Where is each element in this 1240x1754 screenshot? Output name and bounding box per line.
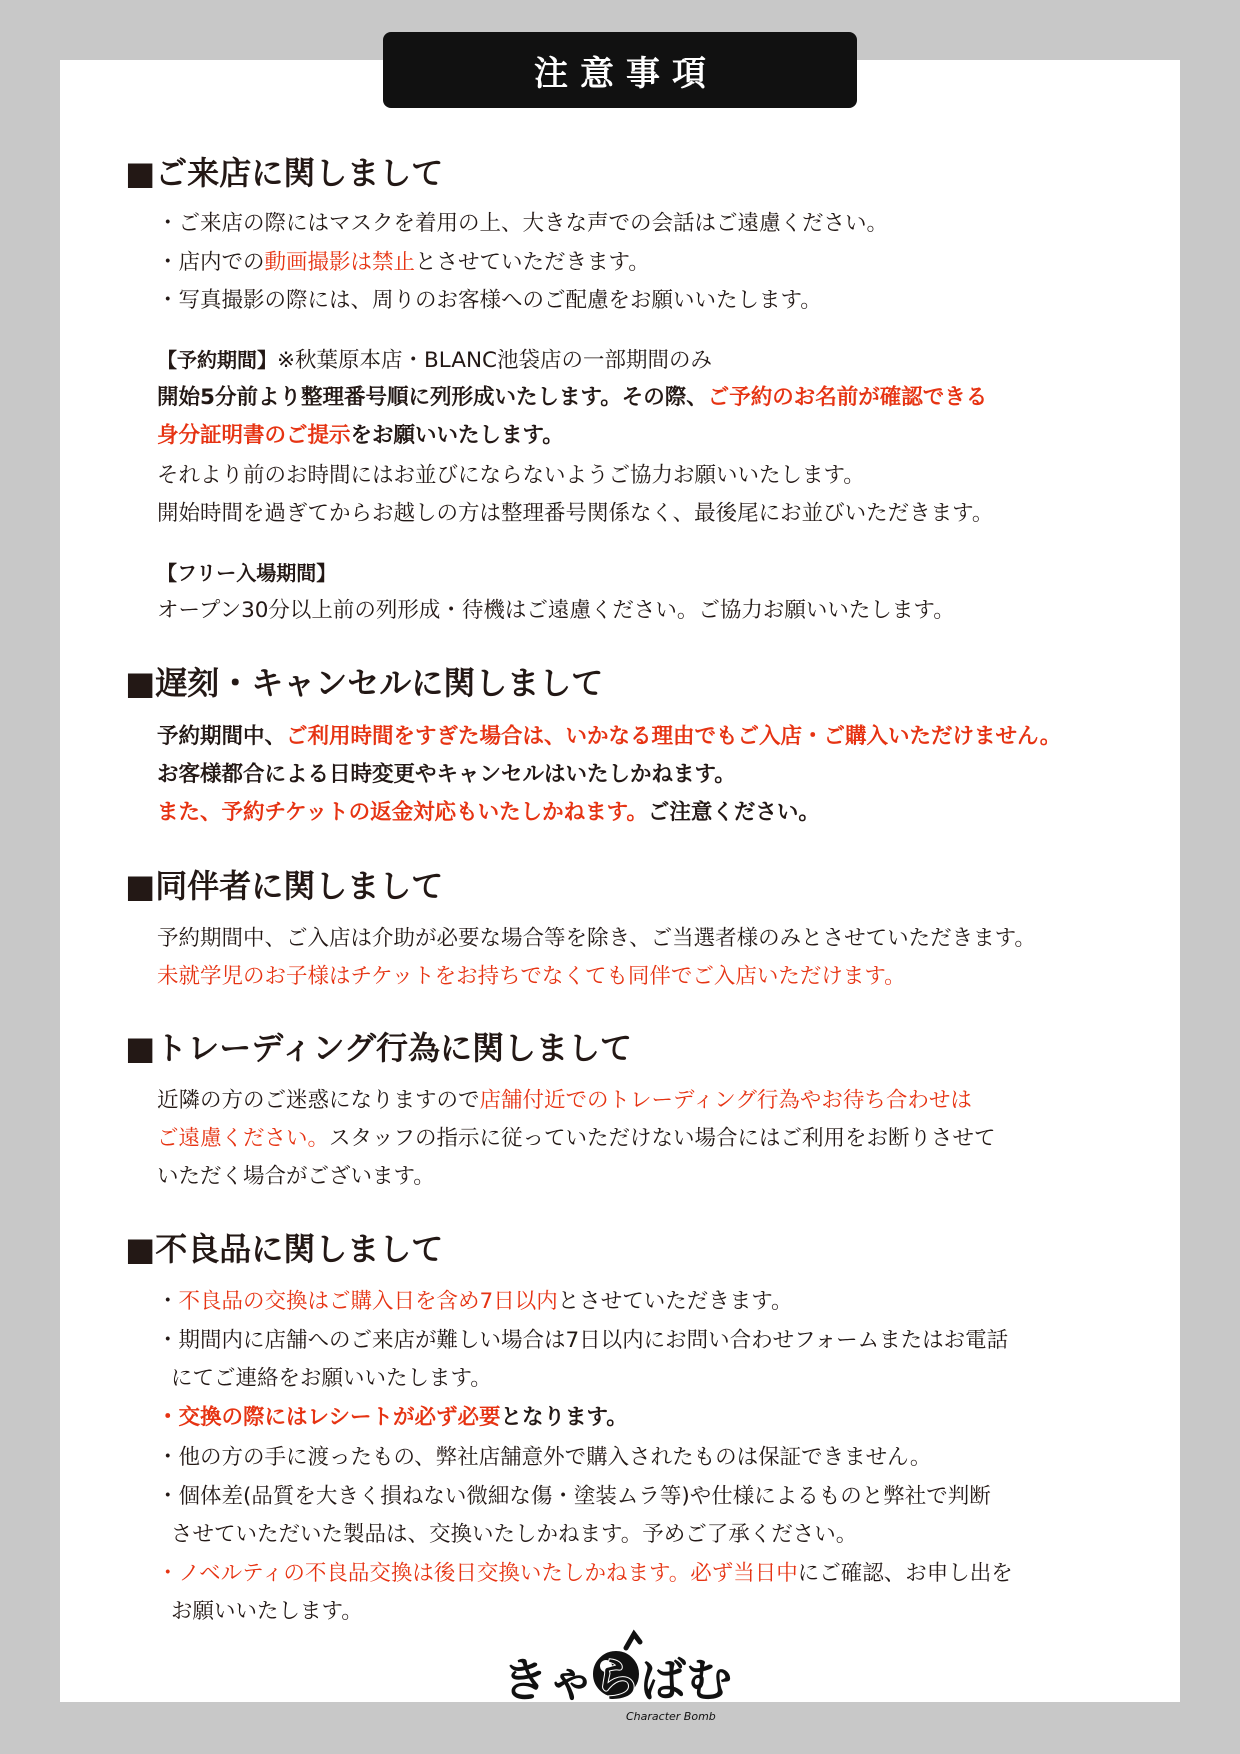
highlight-text: ご遠慮ください。: [157, 1126, 330, 1151]
free-label: 【フリー入場期間】: [157, 561, 337, 585]
reserve-note: ※秋葉原本店・BLANC池袋店の一部期間のみ: [277, 348, 713, 373]
reserve-line-4: 開始時間を過ぎてからお越しの方は整理番号関係なく、最後尾にお並びいただきます。: [157, 501, 994, 526]
highlight-text: 身分証明書のご提示: [157, 423, 351, 448]
highlight-text: ノベルティの不良品交換は後日交換いたしかねます。必ず当日中: [178, 1561, 798, 1586]
text: 予約期間中、: [157, 724, 287, 749]
text: 近隣の方のご迷惑になりますので: [157, 1088, 480, 1113]
highlight-text: ご利用時間をすぎた場合は、いかなる理由でもご入店・ご購入いただけません。: [286, 724, 1062, 749]
visit-bullet-1: ・ご来店の際にはマスクを着用の上、大きな声での会話はご遠慮ください。: [157, 211, 889, 236]
reserve-line-3: それより前のお時間にはお並びにならないようご協力お願いいたします。: [157, 463, 865, 488]
reserve-line-1: [157, 380, 987, 417]
highlight-text: また、予約チケットの返金対応もいたしかねます。: [157, 800, 648, 825]
late-line-1: [157, 719, 1061, 756]
bullet-dot: ・: [157, 1405, 179, 1430]
defect-bullet-5-line-1: ・個体差(品質を大きく損ねない微細な傷・塗装ムラ等)や仕様によるものと弊社で判断: [157, 1484, 991, 1509]
defect-bullet-3: [157, 1400, 628, 1437]
defect-bullet-4: ・他の方の手に渡ったもの、弊社店舗意外で購入されたものは保証できません。: [157, 1445, 932, 1470]
highlight-text: ご予約のお名前が確認できる: [707, 385, 988, 410]
text: をお願いいたします。: [350, 423, 564, 448]
text: お願いいたします。: [171, 1599, 363, 1624]
defect-bullet-5-line-2: [157, 1517, 857, 1554]
logo-subtext: Character Bomb: [626, 1710, 716, 1723]
defect-bullet-2-line-2: [157, 1361, 492, 1398]
logo-text: きゃらばむ: [502, 1653, 732, 1707]
companion-line-1: 予約期間中、ご入店は介助が必要な場合等を除き、ご当選者様のみとさせていただきます。: [157, 926, 1036, 951]
text: とさせていただきます。: [415, 250, 650, 275]
brand-logo: [494, 1624, 744, 1728]
text: ・店内での: [157, 250, 265, 275]
late-line-2: お客様都合による日時変更やキャンセルはいたしかねます。: [157, 762, 736, 787]
text: 開始5分前より整理番号順に列形成いたします。その際、: [157, 385, 708, 410]
highlight-text: 動画撮影は禁止: [264, 250, 416, 275]
defect-bullet-2-line-1: ・期間内に店舗へのご来店が難しい場合は7日以内にお問い合わせフォームまたはお電話: [157, 1328, 1009, 1353]
trading-line-1: [157, 1083, 972, 1120]
bullet-dot: ・: [157, 1561, 179, 1586]
text: となります。: [500, 1405, 628, 1430]
section-heading-visit: ■ご来店に関しまして: [125, 154, 444, 192]
defect-bullet-6-line-1: [157, 1556, 1013, 1593]
text: とさせていただきます。: [557, 1289, 793, 1314]
text: にご確認、お申し出を: [797, 1561, 1013, 1586]
reserve-label-line: [157, 342, 712, 380]
highlight-text: 店舗付近でのトレーディング行為やお待ち合わせは: [479, 1088, 972, 1113]
late-line-3: [157, 795, 820, 832]
reserve-line-2: [157, 418, 564, 455]
visit-bullet-2: [157, 245, 650, 282]
defect-bullet-6-line-2: [157, 1594, 363, 1631]
text: スタッフの指示に従っていただけない場合にはご利用をお断りさせて: [329, 1126, 996, 1151]
reserve-label: 【予約期間】: [157, 348, 277, 372]
defect-bullet-1: [157, 1284, 792, 1321]
section-heading-defect: ■不良品に関しまして: [125, 1230, 444, 1268]
text: させていただいた製品は、交換いたしかねます。予めご了承ください。: [171, 1522, 858, 1547]
section-heading-trading: ■トレーディング行為に関しまして: [125, 1029, 633, 1067]
highlight-text: 不良品の交換はご購入日を含め7日以内: [178, 1289, 558, 1314]
bullet-dot: ・: [157, 1289, 179, 1314]
trading-line-2: [157, 1121, 996, 1158]
visit-bullet-3: ・写真撮影の際には、周りのお客様へのご配慮をお願いいたします。: [157, 288, 822, 313]
text: ご注意ください。: [647, 800, 820, 825]
trading-line-3: いただく場合がございます。: [157, 1164, 435, 1189]
companion-line-2: 未就学児のお子様はチケットをお持ちでなくても同伴でご入店いただけます。: [157, 964, 906, 989]
text: にてご連絡をお願いいたします。: [171, 1366, 492, 1391]
section-heading-companion: ■同伴者に関しまして: [125, 867, 444, 905]
free-line: オープン30分以上前の列形成・待機はご遠慮ください。ご協力お願いいたします。: [157, 598, 955, 623]
section-heading-late: ■遅刻・キャンセルに関しまして: [125, 664, 604, 702]
page-title: 注意事項: [383, 32, 857, 108]
highlight-text: 交換の際にはレシートが必ず必要: [178, 1405, 501, 1430]
